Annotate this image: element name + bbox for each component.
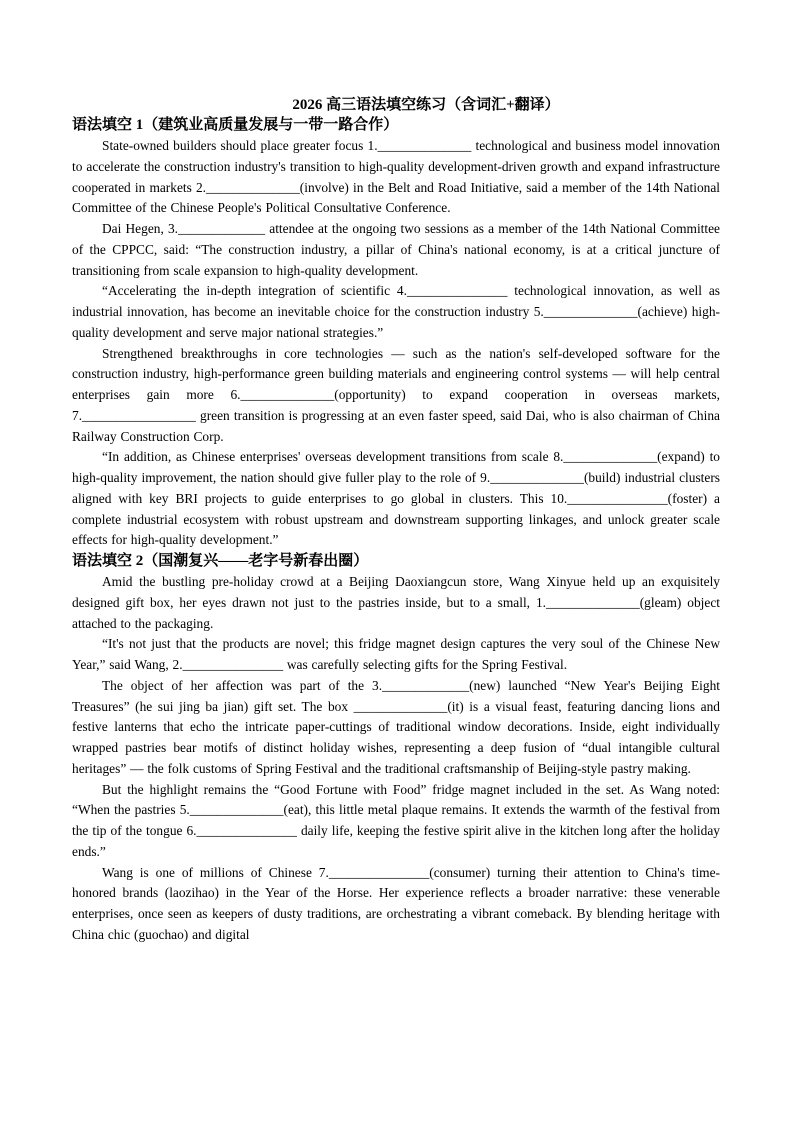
section-1-paragraph-2: Dai Hegen, 3._____________ attendee at the ongoing two sessions as a member of the 14th National Committee of the CPPCC, said: “The construction industry, a pillar of China's national economy, is at a critical juncture of transitioning from scale expansion to high-quality development. xyxy=(72,221,720,278)
document-page xyxy=(72,95,720,946)
section-1-paragraph-1: State-owned builders should place greater focus 1.______________ technological and business model innovation to accelerate the construction industry's transition to high-quality development-driven growth and expand infrastructure cooperated in markets 2.______________(involve) in the Belt and Road Initiative, said a member of the 14th National Committee of the Chinese People's Political Consultative Conference. xyxy=(72,138,720,216)
section-heading-1: 语法填空 1（建筑业高质量发展与一带一路合作） xyxy=(72,117,399,133)
section-heading-2: 语法填空 2（国潮复兴——老字号新春出圈） xyxy=(72,553,369,569)
section-2-paragraph-2: “It's not just that the products are novel; this fridge magnet design captures the very soul of the Chinese New Year,” said Wang, 2._______________ was carefully selecting gifts for the Spring Festival. xyxy=(72,636,720,672)
section-2-paragraph-5: Wang is one of millions of Chinese 7._______________(consumer) turning their attention to China's time-honored brands (laozihao) in the Year of the Horse. Her experience reflects a broader narrative: these venerable enterprises, once seen as keepers of dusty traditions, are orchestrating a vibrant comeback. By blending heritage with China chic (guochao) and digital xyxy=(72,864,720,942)
section-2-paragraph-4: But the highlight remains the “Good Fortune with Food” fridge magnet included in the set. As Wang noted: “When the pastries 5.______________(eat), this little metal plaque remains. It extends the warmth of the festival from the tip of the tongue 6._______________ daily life, keeping the festive spirit alive in the kitchen long after the holiday ends.” xyxy=(72,781,720,859)
section-2-paragraph-1: Amid the bustling pre-holiday crowd at a Beijing Daoxiangcun store, Wang Xinyue held up an exquisitely designed gift box, her eyes drawn not just to the pastries inside, but to a small, 1.______________(gleam) object attached to the packaging. xyxy=(72,574,720,631)
section-2-paragraph-3: The object of her affection was part of the 3._____________(new) launched “New Year's Beijing Eight Treasures” (he sui jing ba jian) gift set. The box ______________(it) is a visual feast, featuring dancing lions and festive lanterns that echo the intricate paper-cuttings of traditional window decorations. Inside, eight individually wrapped pastries bear motifs of distinct holiday wishes, representing a deep fusion of “dual intangible cultural heritages” — the folk customs of Spring Festival and the traditional craftsmanship of Beijing-style pastry making. xyxy=(72,677,720,776)
document-title: 2026 高三语法填空练习（含词汇+翻译） xyxy=(292,97,560,113)
section-1-paragraph-4: Strengthened breakthroughs in core technologies — such as the nation's self-developed software for the construction industry, high-performance green building materials and engineering control systems — will help central enterprises gain more 6.______________(opportunity) to expand cooperation in overseas markets, 7._________________ green transition is progressing at an even faster speed, said Dai, who is also chairman of China Railway Construction Corp. xyxy=(72,345,720,444)
section-1-paragraph-5: “In addition, as Chinese enterprises' overseas development transitions from scale 8.______________(expand) to high-quality improvement, the nation should give fuller play to the role of 9.______________(build) industrial clusters aligned with key BRI projects to guide enterprises to go global in clusters. This 10._______________(foster) a complete industrial ecosystem with robust upstream and downstream supporting linkages, and unlock greater scale effects for high-quality development.” xyxy=(72,449,720,548)
section-1-paragraph-3: “Accelerating the in-depth integration of scientific 4._______________ technological innovation, as well as industrial innovation, has become an inevitable choice for the construction industry 5.______________(achieve) high-quality development and serve major national strategies.” xyxy=(72,283,720,340)
